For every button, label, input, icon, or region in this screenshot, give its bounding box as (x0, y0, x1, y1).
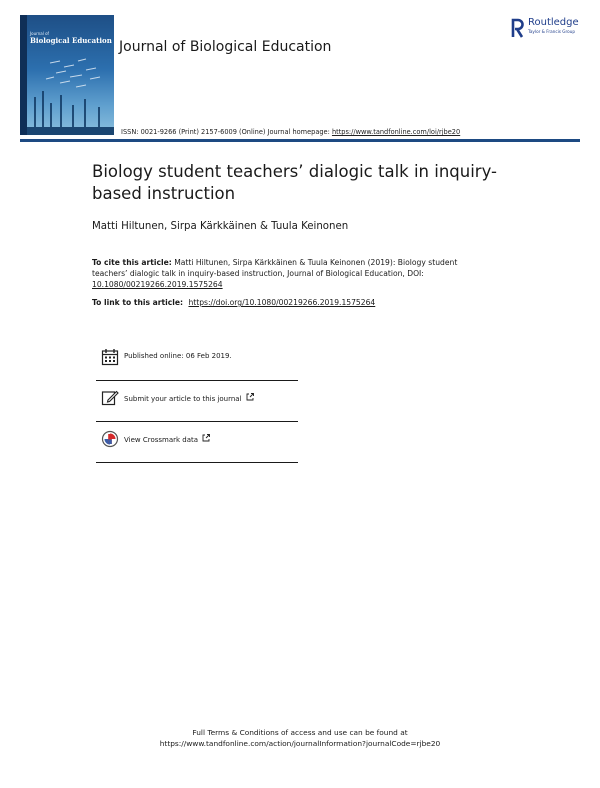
external-link-icon (246, 393, 254, 401)
submit-article-link[interactable] (124, 393, 254, 403)
published-online-text: Published online: 06 Feb 2019. (124, 352, 232, 360)
publisher-tagline: Taylor & Francis Group (528, 29, 576, 34)
footer-terms-link[interactable]: https://www.tandfonline.com/action/journalInformation?journalCode=rjbe20 (159, 739, 441, 748)
info-divider (96, 421, 298, 422)
citation-block (92, 257, 492, 290)
submit-article-item[interactable] (98, 382, 298, 420)
citation-text: Matti Hiltunen, Sirpa Kärkkäinen & Tuula Keinonen (2019): Biology student teachers’ dialogic talk in inquiry-based instruction, Journal of Biological Education, DOI: (92, 258, 458, 278)
journal-homepage-link[interactable]: https://www.tandfonline.com/loi/rjbe20 (331, 128, 461, 136)
link-label: To link to this article: (92, 298, 184, 307)
header-divider (20, 139, 580, 142)
citation-label: To cite this article: (92, 258, 172, 267)
citation-doi-link[interactable]: 10.1080/00219266.2019.1575264 (92, 280, 223, 289)
routledge-r-icon (511, 17, 525, 39)
article-title: Biology student teachers’ dialogic talk in inquiry-based instruction (92, 162, 498, 203)
published-online-item (98, 341, 298, 379)
info-divider (96, 462, 298, 463)
submit-article-text: Submit your article to this journal (124, 395, 242, 403)
journal-title: Journal of Biological Education (119, 39, 332, 55)
cover-small-text: Journal of (30, 31, 49, 36)
publisher-logo (511, 17, 586, 41)
crossmark-icon (101, 430, 119, 448)
issn-line (121, 128, 460, 136)
crossmark-item[interactable] (98, 423, 298, 461)
article-authors: Matti Hiltunen, Sirpa Kärkkäinen & Tuula Keinonen (92, 221, 349, 232)
edit-pencil-icon (101, 389, 119, 407)
footer-terms (0, 727, 600, 749)
cover-title: Biological Education (30, 36, 112, 45)
calendar-icon (101, 348, 119, 366)
journal-cover-image (20, 15, 114, 135)
article-link-line (92, 298, 375, 307)
crossmark-link[interactable] (124, 434, 210, 444)
issn-text: ISSN: 0021-9266 (Print) 2157-6009 (Online) Journal homepage: (121, 128, 330, 136)
publisher-name: Routledge (528, 17, 579, 28)
crossmark-text: View Crossmark data (124, 436, 199, 444)
external-link-icon (202, 434, 210, 442)
info-divider (96, 380, 298, 381)
footer-line-1: Full Terms & Conditions of access and use can be found at (192, 728, 408, 737)
article-doi-url[interactable]: https://doi.org/10.1080/00219266.2019.1575264 (188, 298, 376, 307)
